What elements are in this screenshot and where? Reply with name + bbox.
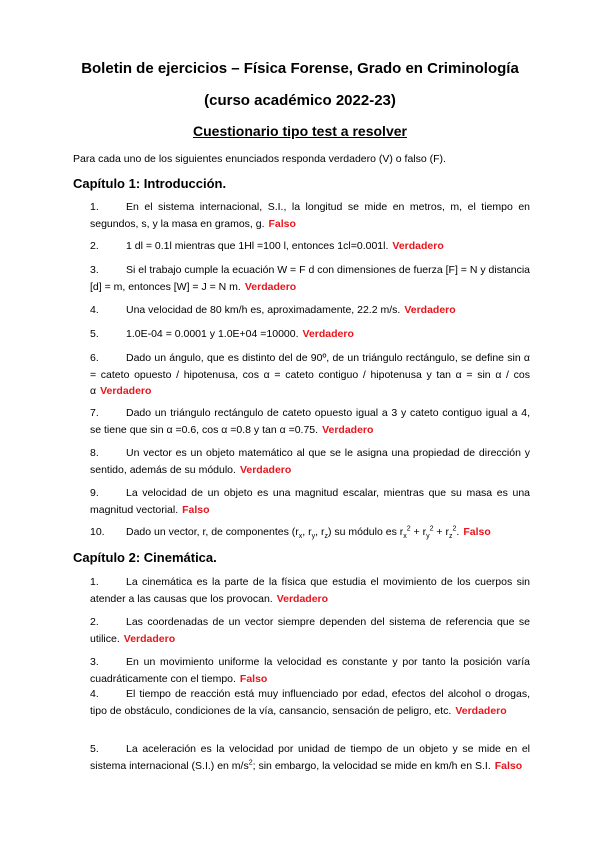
answer-label: Verdadero bbox=[123, 632, 176, 645]
instructions: Para cada uno de los siguientes enunciados responda verdadero (V) o falso (F). bbox=[73, 153, 446, 165]
answer-label: Falso bbox=[463, 526, 491, 538]
answer-label: Verdadero bbox=[404, 304, 456, 316]
page-title: Boletin de ejercicios – Física Forense, Grado en Criminología bbox=[81, 60, 519, 77]
answer-label: Verdadero bbox=[239, 463, 292, 476]
answer-label: Verdadero bbox=[392, 240, 444, 252]
course-year: (curso académico 2022-23) bbox=[204, 92, 396, 109]
question-item: 4. Una velocidad de 80 km/h es, aproximadamente, 22.2 m/s. Verdadero bbox=[90, 304, 456, 316]
chapter-1-title: Capítulo 1: Introducción. bbox=[73, 176, 227, 191]
answer-label: Verdadero bbox=[100, 385, 152, 397]
question-item: 3. Si el trabajo cumple la ecuación W = F d con dimensiones de fuerza [F] = N y distancia [d] = m, entonces [W] = J = N m. Verdadero bbox=[90, 264, 530, 293]
answer-label: Verdadero bbox=[276, 592, 329, 605]
question-item: 4. El tiempo de reacción está muy influenciado por edad, efectos del alcohol o drogas, tipo de obstáculo, condiciones de la vía, cansancio, sensación de peligro, etc. Verdadero bbox=[90, 688, 530, 717]
question-item: 5. 1.0E-04 = 0.0001 y 1.0E+04 =10000. Verdadero bbox=[90, 328, 354, 340]
question-item: 6. Dado un ángulo, que es distinto del de 90º, de un triángulo rectángulo, se define sin α = cateto opuesto / hipotenusa, cos α = cateto contiguo / hipotenusa y tan α = sin α / cos α Verdadero bbox=[90, 352, 530, 397]
question-item: 1. En el sistema internacional, S.I., la longitud se mide en metros, m, el tiempo en segundos, s, y la masa en gramos, g. Falso bbox=[90, 201, 530, 230]
chapter-2-title: Capítulo 2: Cinemática. bbox=[73, 550, 217, 565]
question-item: 3. En un movimiento uniforme la velocidad es constante y por tanto la posición varía cuadráticamente con el tiempo. Falso bbox=[90, 656, 530, 685]
answer-label: Verdadero bbox=[322, 423, 374, 436]
answer-label: Falso bbox=[239, 672, 268, 685]
answer-label: Falso bbox=[494, 759, 523, 772]
quiz-title: Cuestionario tipo test a resolver bbox=[193, 123, 407, 139]
question-item: 7. Dado un triángulo rectángulo de cateto opuesto igual a 3 y cateto contiguo igual a 4, se tiene que sin α =0.6, cos α =0.8 y tan α =0.75. Verdadero bbox=[90, 407, 530, 436]
question-item: 2. Las coordenadas de un vector siempre dependen del sistema de referencia que se utilice. Verdadero bbox=[90, 616, 530, 645]
answer-label: Falso bbox=[182, 503, 210, 516]
answer-label: Verdadero bbox=[455, 704, 507, 717]
answer-label: Verdadero bbox=[244, 280, 297, 293]
answer-label: Verdadero bbox=[302, 328, 354, 340]
question-item: 9. La velocidad de un objeto es una magnitud escalar, mientras que su masa es una magnitud vectorial. Falso bbox=[90, 487, 530, 516]
question-item: 10. Dado un vector, r, de componentes ($r_x$, $r_y$, $r_z$) su módulo es $r_x^2 + r_y^2 + r_z^2$. Falso bbox=[90, 525, 491, 541]
answer-label: Falso bbox=[268, 217, 296, 230]
question-item: 1. La cinemática es la parte de la física que estudia el movimiento de los cuerpos sin atender a las causas que los provocan. Verdadero bbox=[90, 576, 530, 605]
question-item: 5. La aceleración es la velocidad por unidad de tiempo de un objeto y se mide en el sistema internacional (S.I.) en $m/s^2$; sin embargo, la velocidad se mide en km/h en S.I. Falso bbox=[90, 743, 530, 772]
question-item: 8. Un vector es un objeto matemático al que se le asigna una propiedad de dirección y sentido, además de su módulo. Verdadero bbox=[90, 447, 530, 476]
question-item: 2. 1 dl = 0.1l mientras que 1Hl =100 l, entonces 1cl=0.001l. Verdadero bbox=[90, 240, 444, 252]
